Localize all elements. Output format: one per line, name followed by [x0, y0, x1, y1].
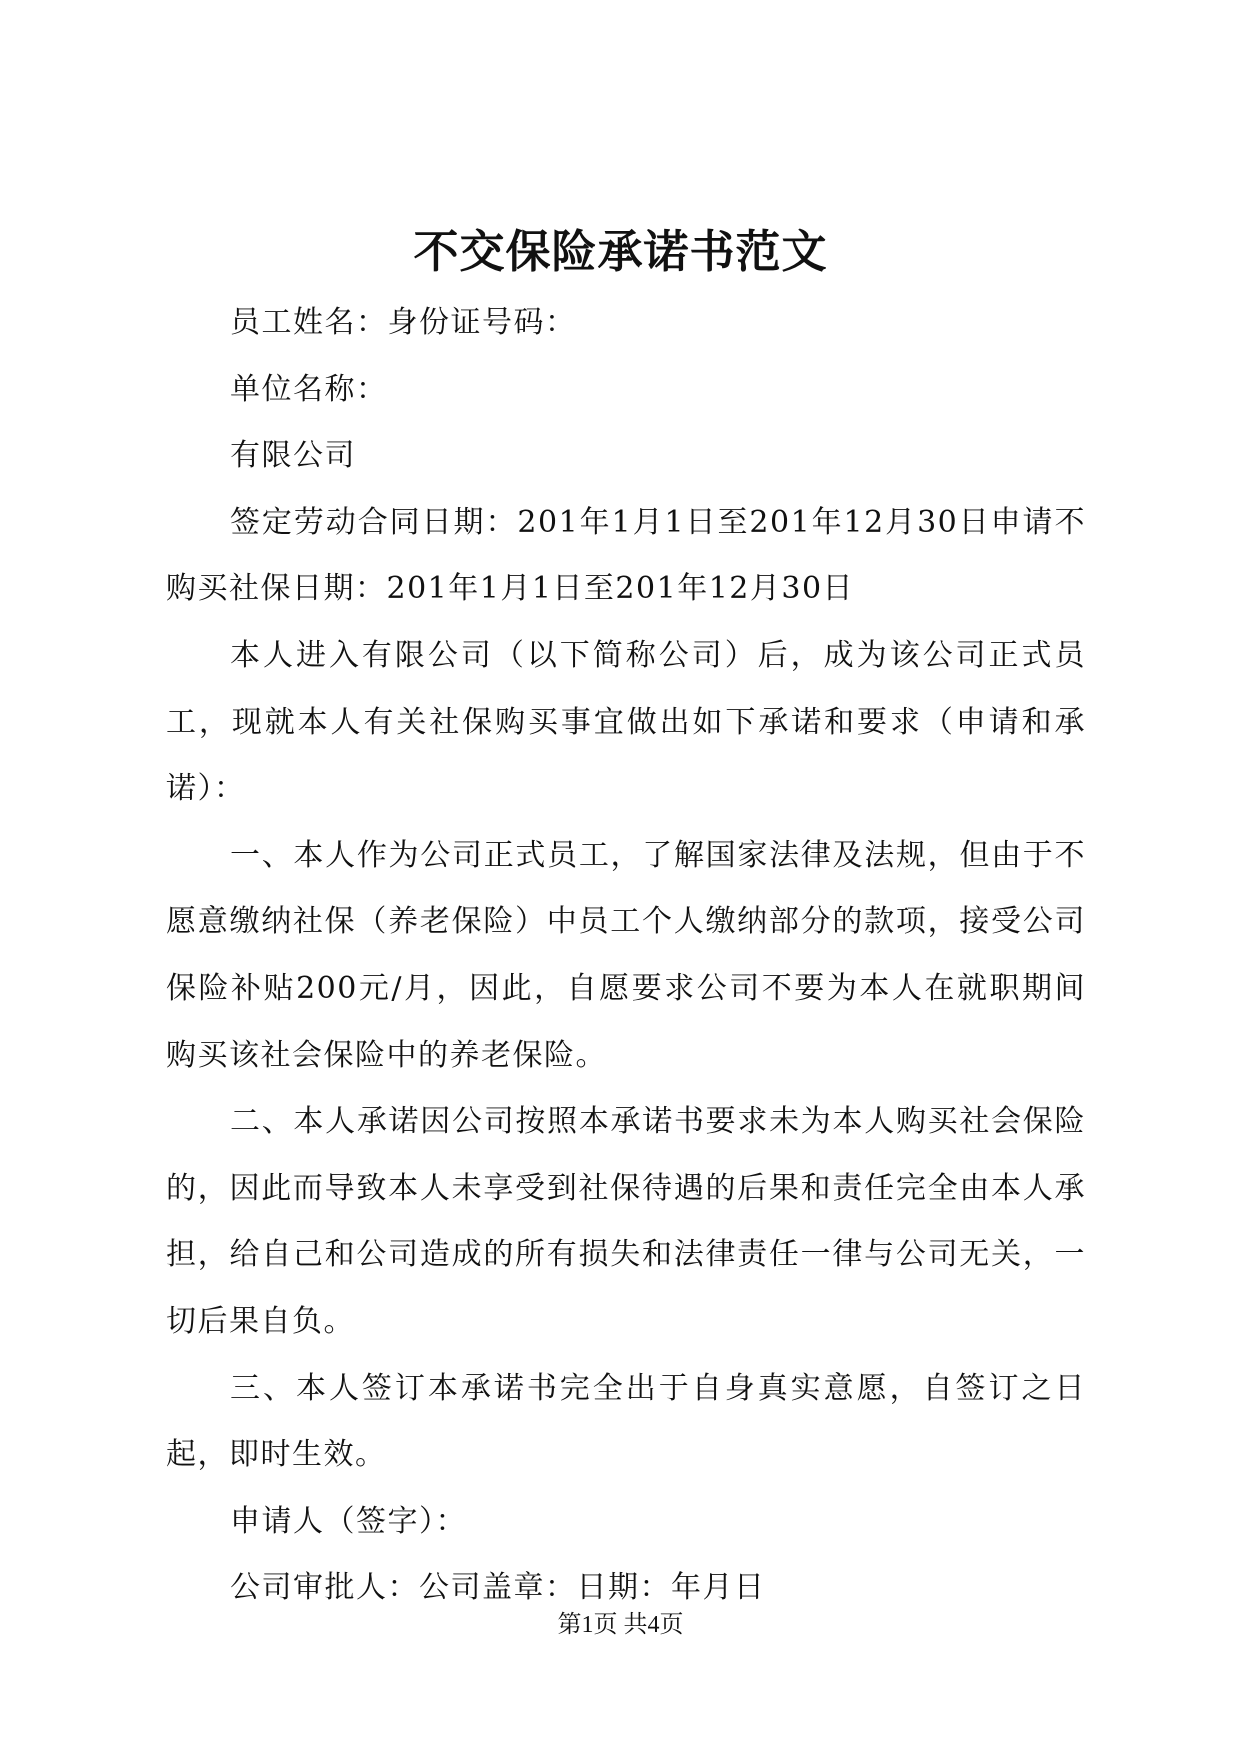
intro-paragraph: 本人进入有限公司（以下简称公司）后，成为该公司正式员工，现就本人有关社保购买事宜做出如下承诺和要求（申请和承诺）：	[166, 637, 1086, 807]
company-name-value: 有限公司	[230, 438, 356, 474]
page-number-footer: 第1页 共4页	[557, 1612, 684, 1638]
company-name-label: 单位名称：	[230, 371, 388, 407]
contract-dates-paragraph: 签定劳动合同日期：201年1月1日至201年12月30日申请不购买社保日期：201年1月1日至201年12月30日	[166, 504, 1086, 607]
clause-two-paragraph: 二、本人承诺因公司按照本承诺书要求未为本人购买社会保险的，因此而导致本人未享受到社保待遇的后果和责任完全由本人承担，给自己和公司造成的所有损失和法律责任一律与公司无关，一切后果自负。	[166, 1104, 1086, 1339]
employee-info-line: 员工姓名：身份证号码：	[230, 305, 577, 340]
approval-line: 公司审批人：公司盖章：日期：年月日	[230, 1570, 766, 1606]
applicant-signature-line: 申请人（签字）：	[230, 1503, 467, 1539]
clause-three-paragraph: 三、本人签订本承诺书完全出于自身真实意愿，自签订之日起，即时生效。	[166, 1370, 1086, 1473]
document-title: 不交保险承诺书范文	[413, 225, 828, 278]
document-body	[166, 290, 1086, 1622]
clause-one-paragraph: 一、本人作为公司正式员工，了解国家法律及法规，但由于不愿意缴纳社保（养老保险）中员工个人缴纳部分的款项，接受公司保险补贴200元/月，因此，自愿要求公司不要为本人在就职期间购买该社会保险中的养老保险。	[166, 837, 1086, 1073]
